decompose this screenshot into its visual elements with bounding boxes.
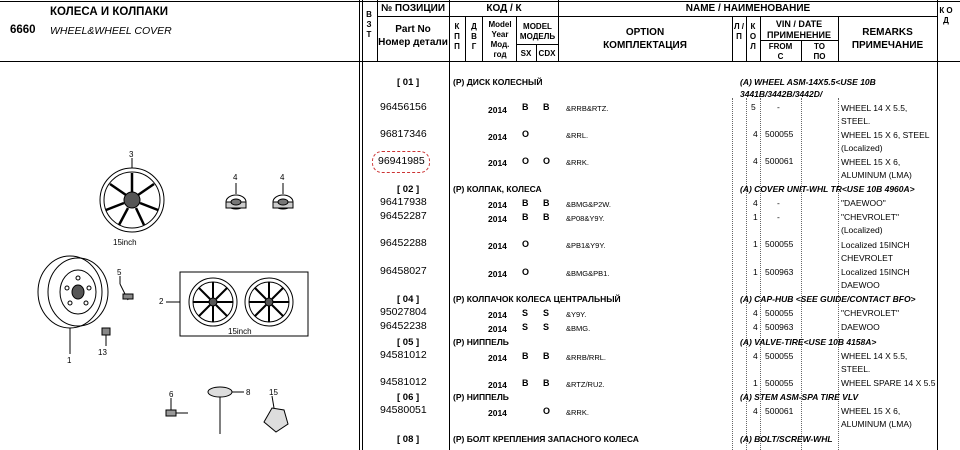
group-name: (P) КОЛПАЧОК КОЛЕСА ЦЕНТРАЛЬНЫЙ (453, 294, 621, 304)
callout-4a: 4 (233, 173, 238, 182)
callout-13: 13 (98, 348, 107, 357)
part-number: 96452287 (380, 210, 427, 222)
option-code: &RRK. (566, 408, 589, 417)
part-number: 96817346 (380, 128, 427, 140)
group-num: [ 04 ] (397, 294, 420, 305)
cdx-flag: S (543, 308, 550, 318)
option-code: &RRK. (566, 158, 589, 167)
from-vin: 500963 (765, 322, 794, 332)
remark-line-1: DAEWOO (841, 322, 880, 332)
callout-2: 2 (159, 297, 164, 306)
part-number: 96458027 (380, 265, 427, 277)
hdr-kod: КОД / К (486, 3, 522, 14)
from-vin: - (777, 212, 780, 222)
part-number: 96452238 (380, 320, 427, 332)
hdr-model-year-ru: Мод. год (490, 40, 510, 59)
sx-flag: B (522, 378, 529, 388)
group-num: [ 01 ] (397, 77, 420, 88)
from-vin: 500055 (765, 129, 794, 139)
cdx-flag: O (543, 406, 551, 416)
cdx-flag: B (543, 351, 550, 361)
part-number: 95027804 (380, 306, 427, 318)
callout-3: 3 (129, 150, 134, 159)
from-vin: 500055 (765, 239, 794, 249)
model-year: 2014 (488, 214, 507, 224)
sx-flag: O (522, 267, 530, 277)
remark-line-1: "CHEVROLET" (841, 212, 899, 222)
remark-line-2: STEEL. (841, 116, 871, 126)
hdr-vzt: В З Т (366, 10, 372, 39)
sx-flag: S (522, 322, 529, 332)
quantity: 4 (753, 156, 758, 166)
model-year: 2014 (488, 408, 507, 418)
hdr-from-ru: С (777, 52, 784, 61)
section-code: 6660 (10, 24, 36, 36)
sx-flag: B (522, 351, 529, 361)
hdr-kod2: К О Д (939, 6, 953, 25)
remark-line-1: Localized 15INCH (841, 267, 910, 277)
hdr-kol: К О Л (749, 22, 757, 51)
option-code: &BMG&P2W. (566, 200, 612, 209)
group-num: [ 06 ] (397, 392, 420, 403)
remark-line-1: WHEEL 14 X 5.5, (841, 103, 908, 113)
cdx-flag: O (543, 156, 551, 166)
quantity: 4 (753, 351, 758, 361)
from-vin: 500061 (765, 156, 794, 166)
cdx-flag: S (543, 322, 550, 332)
option-code: &BMG&PB1. (566, 269, 610, 278)
remark-line-2: (Localized) (841, 143, 883, 153)
from-vin: 500055 (765, 378, 794, 388)
quantity: 1 (753, 212, 758, 222)
sx-flag: O (522, 156, 530, 166)
remark-line-1: WHEEL 15 X 6, (841, 157, 901, 167)
quantity: 1 (753, 378, 758, 388)
cdx-flag: B (543, 198, 550, 208)
hdr-position: № ПОЗИЦИИ (380, 3, 446, 14)
quantity: 1 (753, 239, 758, 249)
hdr-option-ru: КОМПЛЕКТАЦИЯ (603, 40, 687, 51)
model-year: 2014 (488, 380, 507, 390)
hdr-from: FROM (768, 42, 793, 51)
group-desc: (A) CAP-HUB <SEE GUIDE/CONTACT BFO> (740, 294, 916, 304)
hdr-model-ru: МОДЕЛЬ (519, 32, 556, 41)
callout-4b: 4 (280, 173, 285, 182)
model-year: 2014 (488, 310, 507, 320)
hdr-remarks: REMARKS (862, 27, 913, 38)
remark-line-2: ALUMINUM (LMA) (841, 419, 912, 429)
model-year: 2014 (488, 200, 507, 210)
quantity: 4 (753, 406, 758, 416)
sx-flag: S (522, 308, 529, 318)
section-title: КОЛЕСА И КОЛПАКИ (50, 6, 168, 18)
hdr-lp: Л / П (733, 22, 745, 41)
group-name: (P) ДИСК КОЛЕСНЫЙ (453, 77, 543, 87)
option-code: &P08&Y9Y. (566, 214, 605, 223)
hdr-to: TO (814, 42, 825, 51)
model-year: 2014 (488, 324, 507, 334)
from-vin: 500061 (765, 406, 794, 416)
hdr-partno-ru: Номер детали (378, 37, 448, 48)
group-desc: (A) WHEEL ASM-14X5.5<USE 10B (740, 77, 876, 87)
model-year: 2014 (488, 269, 507, 279)
hdr-model-year: Model Year (488, 20, 512, 39)
remark-line-1: WHEEL 15 X 6, STEEL (841, 130, 930, 140)
part-number: 94581012 (380, 376, 427, 388)
part-number[interactable]: 96941985 (378, 155, 425, 167)
group-desc: (A) STEM ASM-SPA TIRE VLV (740, 392, 859, 402)
quantity: 4 (753, 308, 758, 318)
hdr-vin: VIN / DATE (775, 19, 823, 29)
from-vin: - (777, 198, 780, 208)
callout-5: 5 (117, 268, 122, 277)
remark-line-2: ALUMINUM (LMA) (841, 170, 912, 180)
part-number: 94581012 (380, 349, 427, 361)
model-year: 2014 (488, 158, 507, 168)
part-number: 96452288 (380, 237, 427, 249)
model-year: 2014 (488, 132, 507, 142)
remark-line-1: "CHEVROLET" (841, 308, 899, 318)
group-name: (P) БОЛТ КРЕПЛЕНИЯ ЗАПАСНОГО КОЛЕСА (453, 434, 639, 444)
remark-line-2: (Localized) (841, 225, 883, 235)
sx-flag: B (522, 198, 529, 208)
size-label-2: 15inch (228, 327, 252, 336)
hdr-dvig: Д В Г (471, 22, 477, 51)
remark-line-1: Localized 15INCH (841, 240, 910, 250)
option-code: &PB1&Y9Y. (566, 241, 606, 250)
callout-6: 6 (169, 390, 174, 399)
callout-15: 15 (269, 388, 278, 397)
part-number: 94580051 (380, 404, 427, 416)
hdr-primenenie: ПРИМЕНЕНИЕ (767, 30, 831, 40)
group-num: [ 05 ] (397, 337, 420, 348)
model-year: 2014 (488, 241, 507, 251)
from-vin: 500055 (765, 351, 794, 361)
part-number: 96417938 (380, 196, 427, 208)
quantity: 4 (753, 129, 758, 139)
remark-line-1: "DAEWOO" (841, 198, 886, 208)
group-desc: (A) COVER UNIT-WHL TR<USE 10B 4960A> (740, 184, 915, 194)
model-year: 2014 (488, 353, 507, 363)
cdx-flag: B (543, 212, 550, 222)
quantity: 1 (753, 267, 758, 277)
group-name: (P) НИППЕЛЬ (453, 392, 509, 402)
remark-line-1: WHEEL SPARE 14 X 5.5 (841, 378, 936, 388)
group-name: (P) КОЛПАК, КОЛЕСА (453, 184, 542, 194)
hdr-model: MODEL (523, 22, 552, 31)
sx-flag: O (522, 129, 530, 139)
sx-flag: B (522, 102, 529, 112)
option-code: &RRL. (566, 131, 589, 140)
hdr-option: OPTION (625, 27, 665, 38)
quantity: 4 (753, 198, 758, 208)
hdr-kpp: К П П (454, 22, 460, 51)
remark-line-1: WHEEL 14 X 5.5, (841, 351, 908, 361)
from-vin: - (777, 102, 780, 112)
sx-flag: O (522, 239, 530, 249)
part-number: 96456156 (380, 101, 427, 113)
remark-line-2: DAEWOO (841, 280, 880, 290)
group-num: [ 02 ] (397, 184, 420, 195)
hdr-remarks-ru: ПРИМЕЧАНИЕ (851, 40, 924, 51)
cdx-flag: B (543, 102, 550, 112)
size-label-1: 15inch (113, 238, 137, 247)
group-num: [ 08 ] (397, 434, 420, 445)
option-code: &RRB&RTZ. (566, 104, 609, 113)
quantity: 5 (751, 102, 756, 112)
from-vin: 500963 (765, 267, 794, 277)
callout-8: 8 (246, 388, 251, 397)
group-desc: (A) VALVE-TIRE<USE 10B 4158A> (740, 337, 877, 347)
option-code: &RRB/RRL. (566, 353, 607, 362)
from-vin: 500055 (765, 308, 794, 318)
callout-1: 1 (67, 356, 72, 365)
hdr-cdx: CDX (538, 49, 556, 58)
option-code: &RTZ/RU2. (566, 380, 605, 389)
group-desc-cont: 3441B/3442B/3442D/ (740, 89, 823, 99)
hdr-name: NAME / НАИМЕНОВАНИЕ (685, 3, 811, 14)
section-subtitle: WHEEL&WHEEL COVER (50, 25, 172, 37)
wheel-illustration (0, 62, 358, 450)
remark-line-2: STEEL. (841, 364, 871, 374)
remark-line-1: WHEEL 15 X 6, (841, 406, 901, 416)
hdr-to-ru: ПО (813, 52, 826, 61)
hdr-partno: Part No (395, 24, 431, 35)
hdr-sx: SX (520, 49, 532, 58)
option-code: &Y9Y. (566, 310, 587, 319)
cdx-flag: B (543, 378, 550, 388)
group-desc: (A) BOLT/SCREW-WHL (740, 434, 833, 444)
sx-flag: B (522, 212, 529, 222)
group-name: (P) НИППЕЛЬ (453, 337, 509, 347)
quantity: 4 (753, 322, 758, 332)
option-code: &BMG. (566, 324, 591, 333)
model-year: 2014 (488, 105, 507, 115)
remark-line-2: CHEVROLET (841, 253, 893, 263)
